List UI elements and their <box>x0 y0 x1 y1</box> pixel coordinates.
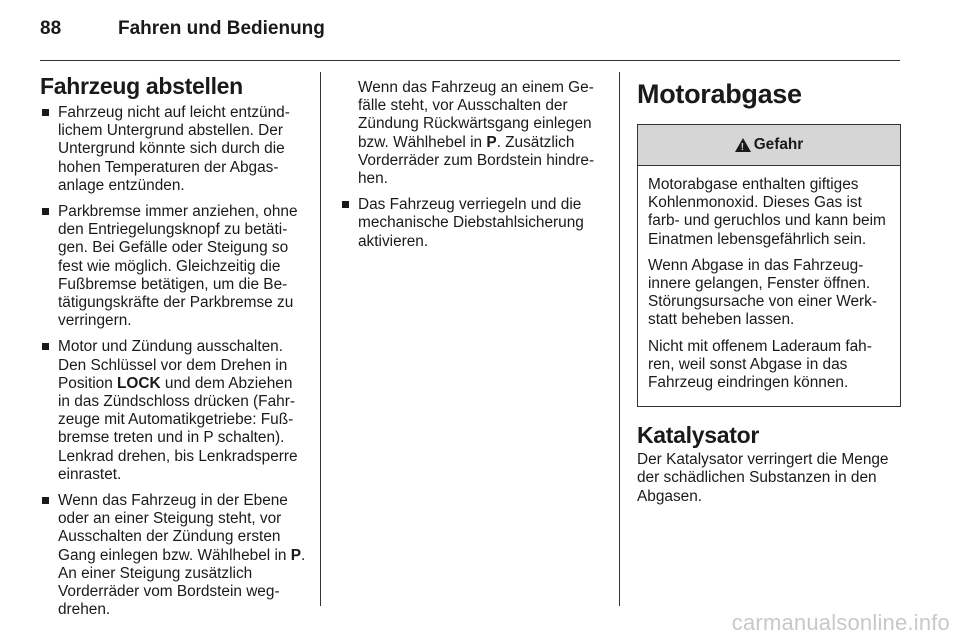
square-bullet-icon <box>42 497 49 504</box>
keyword-p: P <box>290 546 301 564</box>
warning-triangle-icon <box>735 138 751 152</box>
column-divider-1 <box>320 72 321 606</box>
item-text-post: und dem Abziehen in das Zündschloss drücken (Fahrzeuge mit Automatikgetriebe: Fußbremse treten und in P schalten). Lenkrad drehen, bis Lenkradsperre einrastet. <box>58 374 298 483</box>
item-text-pre: Motor und Zündung ausschalten. Den Schlüssel vor dem Drehen in Position <box>58 338 288 392</box>
header-rule <box>40 60 900 61</box>
list-item <box>340 196 604 251</box>
column-divider-2 <box>619 72 620 606</box>
list-item <box>40 338 308 484</box>
bullet-list <box>40 104 308 619</box>
danger-box <box>637 124 901 407</box>
section-heading-katalysator: Katalysator <box>637 422 759 449</box>
item-text-post: . An einer Steigung zusätzlich Vorderräder vom Bordstein wegdrehen. <box>58 546 306 619</box>
item-text-post: . Zusätzlich Vorderräder zum Bordstein hindrehen. <box>358 133 595 188</box>
page-header-title: Fahren und Bedienung <box>118 18 325 39</box>
keyword-lock: LOCK <box>117 374 161 392</box>
list-item-continuation <box>340 79 604 188</box>
danger-box-body <box>638 166 900 406</box>
danger-paragraph: Motorabgase enthalten giftiges Kohlenmonoxid. Dieses Gas ist farb- und geruchlos und kann beim Einatmen lebensgefährlich sein. <box>648 176 886 248</box>
section-heading-motorabgase: Motorabgase <box>637 79 802 109</box>
item-text-pre: Wenn das Fahrzeug an einem Gefälle steht, vor Ausschalten der Zündung Rückwärtsgang einlegen bzw. Wählhebel in <box>358 79 594 151</box>
square-bullet-icon <box>42 208 49 215</box>
column-1 <box>40 72 308 627</box>
item-text-pre: Wenn das Fahrzeug in der Ebene oder an einer Steigung steht, vor Ausschalten der Zündung ersten Gang einlegen bzw. Wählhebel in <box>58 492 291 564</box>
column-3 <box>637 72 901 506</box>
square-bullet-icon <box>342 201 349 208</box>
bullet-list-continued <box>340 79 604 251</box>
section-heading-fahrzeug-abstellen: Fahrzeug abstellen <box>40 73 243 99</box>
square-bullet-icon <box>42 343 49 350</box>
item-text-pre: Parkbremse immer anziehen, ohne den Entriegelungsknopf zu betätigen. Bei Gefälle oder Steigung so fest wie möglich. Gleichzeitig die Fußbremse betätigen, um die Betätigungskräfte der Parkbremse zu verringern. <box>58 203 298 330</box>
danger-title: Gefahr <box>753 135 804 153</box>
list-item <box>40 203 308 330</box>
square-bullet-icon <box>42 109 49 116</box>
watermark: carmanualsonline.info <box>731 610 950 635</box>
item-text: Das Fahrzeug verriegeln und die mechanische Diebstahlsicherung aktivieren. <box>358 196 584 250</box>
list-item <box>40 492 308 619</box>
list-item <box>40 104 308 195</box>
danger-paragraph: Wenn Abgase in das Fahrzeuginnere gelangen, Fenster öffnen. Störungsursache von einer Werkstatt beheben lassen. <box>648 256 877 329</box>
danger-paragraph: Nicht mit offenem Laderaum fahren, weil sonst Abgase in das Fahrzeug eindringen können. <box>648 337 872 392</box>
danger-box-header <box>638 125 900 166</box>
column-2 <box>340 79 604 259</box>
item-text-pre: Fahrzeug nicht auf leicht entzündlichem Untergrund abstellen. Der Untergrund könnte sich durch die hohen Temperaturen der Abgasanlage entzünden. <box>58 104 290 194</box>
page-number: 88 <box>40 18 62 39</box>
katalysator-paragraph: Der Katalysator verringert die Menge der schädlichen Substanzen in den Abgasen. <box>637 451 889 505</box>
keyword-p: P <box>486 133 497 151</box>
